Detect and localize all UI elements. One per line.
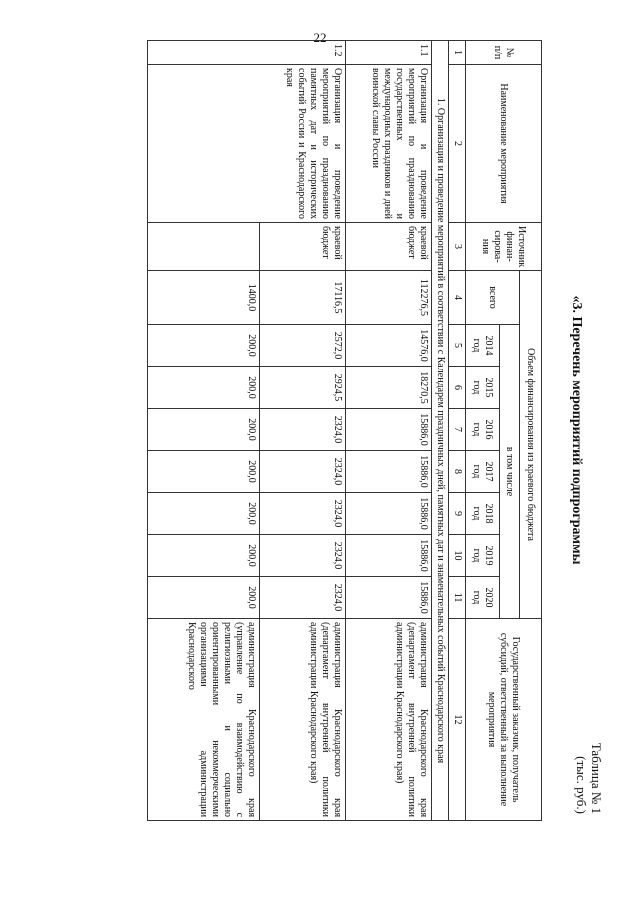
header-year: 2018 год: [466, 493, 500, 535]
row-year-value: 15886,0: [346, 577, 432, 619]
row-year-value: 200,0: [148, 535, 260, 577]
row-name: Организация и проведение мероприятий по празднованию государственных и международных праздников и дней воинской славы России: [346, 65, 432, 223]
section-row: [432, 41, 449, 821]
row-year-value: 2924,5: [260, 367, 346, 409]
row-year-value: 14576,0: [346, 325, 432, 367]
row-year-value: 200,0: [148, 451, 260, 493]
row-source: краевой бюджет: [346, 223, 432, 271]
column-number: 7: [449, 409, 466, 451]
table-units: (тыс. руб.): [574, 756, 589, 814]
row-num: 1.2: [148, 41, 346, 65]
column-number: 12: [449, 619, 466, 821]
row-name: Организация и проведение мероприятий по празднованию памятных дат и исторических событий России и Краснодарского края: [148, 65, 346, 223]
section-title: 1. Организация и проведение мероприятий в соответствии с Календарем праздничных дней, памятных дат и знаменательных событий Краснодарского края: [432, 41, 449, 821]
row-customer: администрация Краснодарского края (департамент внутренней политики администрации Краснодарского края): [346, 619, 432, 821]
row-year-value: 200,0: [148, 409, 260, 451]
row-year-value: 2324,0: [260, 535, 346, 577]
column-number: 5: [449, 325, 466, 367]
table-row: [346, 41, 432, 821]
header-name: Наименование мероприятия: [466, 65, 542, 223]
header-year: 2015 год: [466, 367, 500, 409]
rotated-page-content: [110, 40, 604, 820]
header-total: всего: [466, 271, 520, 325]
header-year: 2016 год: [466, 409, 500, 451]
table-row: [260, 41, 346, 821]
table-caption: [574, 743, 604, 814]
row-source: [148, 223, 260, 271]
column-number: 2: [449, 65, 466, 223]
header-including: в том числе: [500, 325, 520, 619]
row-year-value: 18270,5: [346, 367, 432, 409]
row-year-value: 15886,0: [346, 409, 432, 451]
column-number: 4: [449, 271, 466, 325]
column-number: 6: [449, 367, 466, 409]
row-year-value: 200,0: [148, 325, 260, 367]
column-number: 11: [449, 577, 466, 619]
page-number: 22: [313, 30, 327, 45]
row-total: 112276,5: [346, 271, 432, 325]
header-source: Источник финан-сирова-ния: [466, 223, 542, 271]
row-year-value: 2572,0: [260, 325, 346, 367]
row-source: краевой бюджет: [260, 223, 346, 271]
row-year-value: 15886,0: [346, 493, 432, 535]
row-year-value: 2324,0: [260, 409, 346, 451]
column-number: 3: [449, 223, 466, 271]
row-year-value: 2324,0: [260, 577, 346, 619]
header-num: № п/п: [466, 41, 542, 65]
column-number-row: [449, 41, 466, 821]
row-year-value: 2324,0: [260, 451, 346, 493]
header-year: 2017 год: [466, 451, 500, 493]
row-year-value: 15886,0: [346, 451, 432, 493]
header-year: 2019 год: [466, 535, 500, 577]
column-number: 8: [449, 451, 466, 493]
row-year-value: 200,0: [148, 577, 260, 619]
column-number: 10: [449, 535, 466, 577]
row-year-value: 200,0: [148, 367, 260, 409]
measures-table: [147, 40, 542, 821]
header-row-1: [520, 41, 542, 821]
row-year-value: 2324,0: [260, 493, 346, 535]
row-year-value: 15886,0: [346, 535, 432, 577]
row-total: 1400,0: [148, 271, 260, 325]
row-total: 17116,5: [260, 271, 346, 325]
column-number: 9: [449, 493, 466, 535]
row-customer: администрация Краснодарского края (департамент внутренней политики администрации Краснодарского края): [260, 619, 346, 821]
column-number: 1: [449, 41, 466, 65]
header-year: 2014 год: [466, 325, 500, 367]
table-number: Таблица № 1: [589, 742, 604, 814]
row-customer: администрация Краснодарского края (управление по взаимодействию с религиозными и социально ориентированными некоммерческими организациями администрации Краснодарского: [148, 619, 260, 821]
row-year-value: 200,0: [148, 493, 260, 535]
document-title: «3. Перечень мероприятий подпрограммы: [569, 295, 584, 565]
header-volume: Объем финансирования из краевого бюджета: [520, 271, 542, 619]
header-year: 2020 год: [466, 577, 500, 619]
header-customer: Государственный заказчик, получатель субсидий, ответственный за выполнение мероприятия: [466, 619, 542, 821]
row-num: 1.1: [346, 41, 432, 65]
